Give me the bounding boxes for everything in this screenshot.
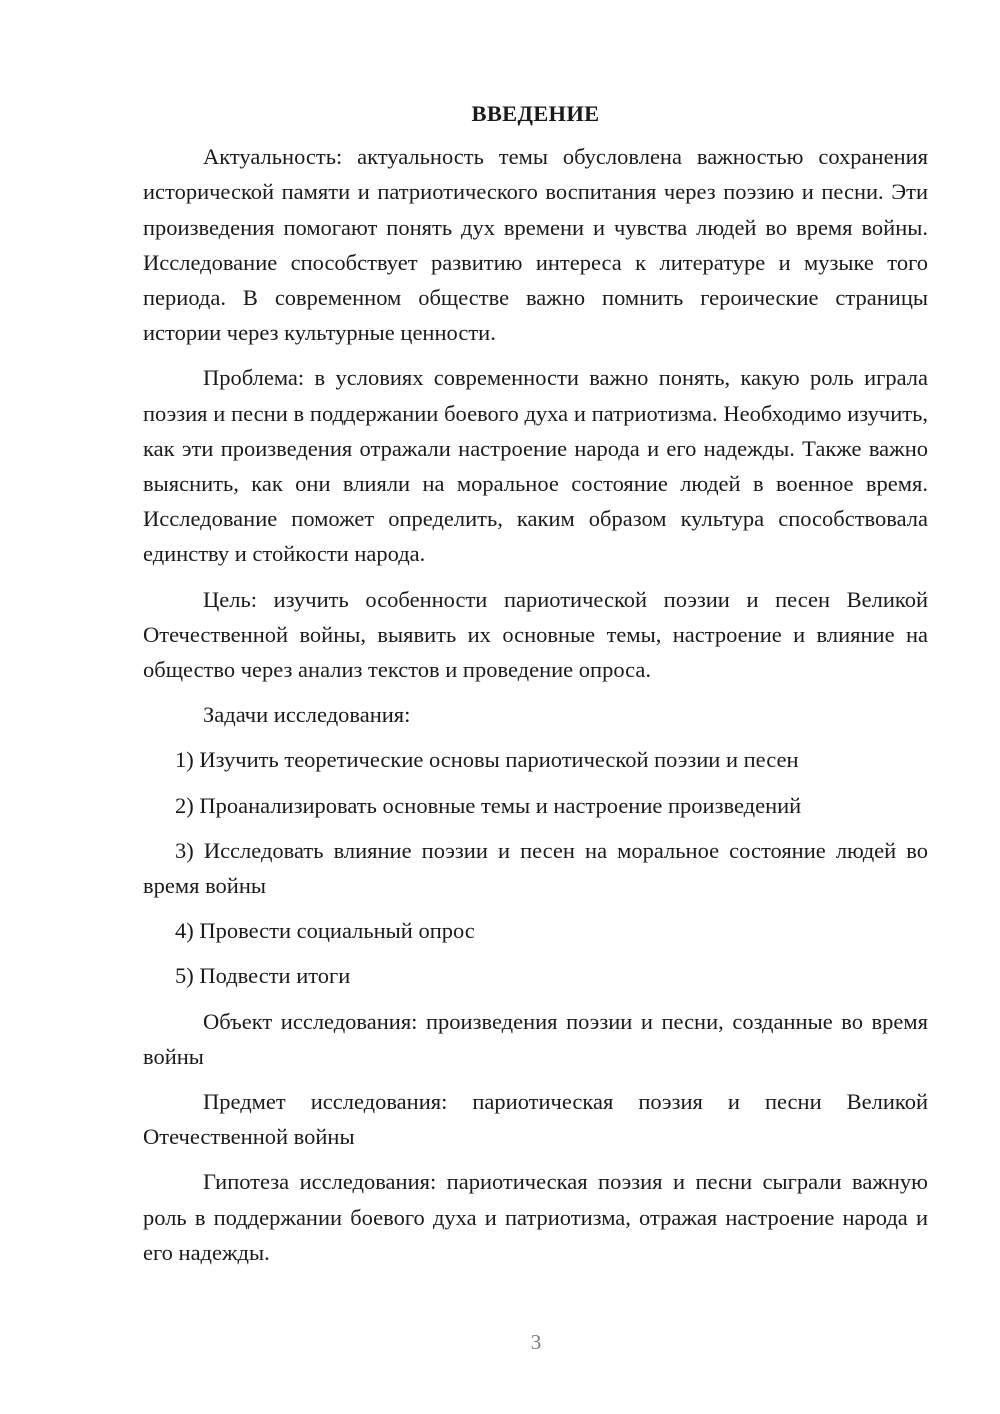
- task-item: 2) Проанализировать основные темы и настроение произведений: [175, 792, 802, 818]
- paragraph-hypothesis: Гипотеза исследования: париотическая поэзия и песни сыграли важную роль в поддержании боевого духа и патриотизма, отражая настроение народа и его надежды.: [143, 1169, 928, 1265]
- document-body: [143, 96, 928, 1280]
- tasks-heading: Задачи исследования:: [203, 702, 411, 728]
- task-item: 4) Провести социальный опрос: [175, 918, 475, 944]
- paragraph-problem: Проблема: в условиях современности важно понять, какую роль играла поэзия и песни в поддержании боевого духа и патриотизма. Необходимо изучить, как эти произведения отражали настроение народа и его надежды. Также важно выяснить, как они влияли на моральное состояние людей в военное время. Исследование поможет определить, каким образом культура способствовала единству и стойкости народа.: [143, 365, 928, 567]
- task-item: 1) Изучить теоретические основы париотической поэзии и песен: [175, 747, 799, 773]
- paragraph-object: Объект исследования: произведения поэзии и песни, созданные во время войны: [143, 1008, 928, 1069]
- page-number: 3: [530, 1330, 542, 1354]
- paragraph-subject: Предмет исследования: париотическая поэзия и песни Великой Отечественной войны: [143, 1089, 928, 1150]
- page-title: ВВЕДЕНИЕ: [471, 101, 600, 126]
- task-item: 3) Исследовать влияние поэзии и песен на моральное состояние людей во время войны: [143, 837, 928, 899]
- paragraph-goal: Цель: изучить особенности париотической поэзии и песен Великой Отечественной войны, выявить их основные темы, настроение и влияние на общество через анализ текстов и проведение опроса.: [143, 586, 928, 683]
- paragraph-relevance: Актуальность: актуальность темы обусловлена важностью сохранения исторической памяти и патриотического воспитания через поэзию и песни. Эти произведения помогают понять дух времени и чувства людей во время войны. Исследование способствует развитию интереса к литературе и музыке того периода. В современном обществе важно помнить героические страницы истории через культурные ценности.: [143, 144, 928, 346]
- task-item: 5) Подвести итоги: [175, 963, 351, 989]
